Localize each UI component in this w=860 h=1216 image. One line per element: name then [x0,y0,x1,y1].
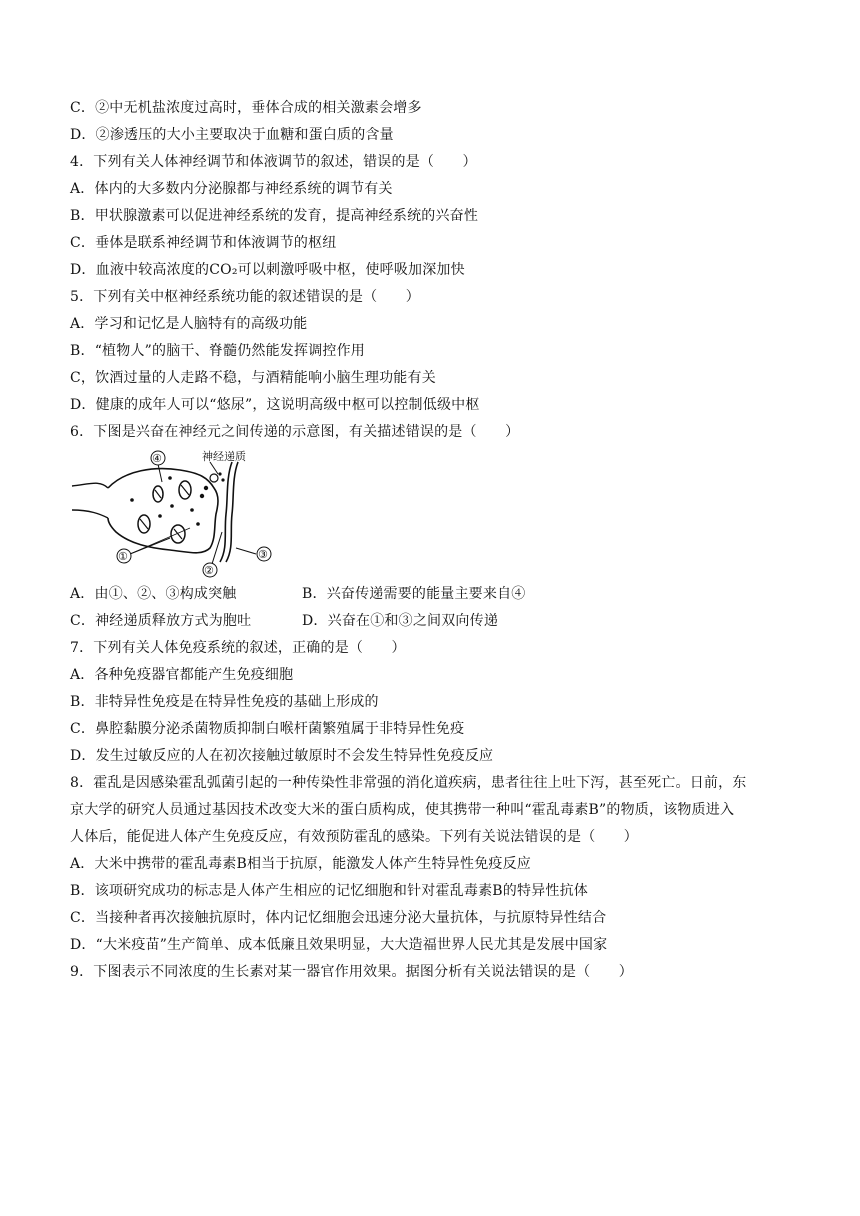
q8-option-a: A．大米中携带的霍乱毒素B相当于抗原，能激发人体产生特异性免疫反应 [70,856,531,872]
q6-stem: 6．下图是兴奋在神经元之间传递的示意图，有关描述错误的是（ ） [70,424,520,440]
figure-label-transmitter: 神经递质 [202,450,246,463]
q8-option-b: B．该项研究成功的标志是人体产生相应的记忆细胞和针对霍乱毒素B的特异性抗体 [70,883,588,899]
q7-option-b: B．非特异性免疫是在特异性免疫的基础上形成的 [70,694,379,710]
q5-option-b: B．“植物人”的脑干、脊髓仍然能发挥调控作用 [70,343,366,359]
q5-option-d: D．健康的成年人可以“悠尿”，这说明高级中枢可以控制低级中枢 [70,397,480,413]
q9-stem: 9．下图表示不同浓度的生长素对某一器官作用效果。据图分析有关说法错误的是（ ） [70,964,633,980]
q6-option-a: A．由①、②、③构成突触 [70,586,237,602]
q5-stem: 5．下列有关中枢神经系统功能的叙述错误的是（ ） [70,289,420,305]
q8-option-c: C．当接种者再次接触抗原时，体内记忆细胞会迅速分泌大量抗体，与抗原特异性结合 [70,910,607,926]
q3-option-d: D．②渗透压的大小主要取决于血糖和蛋白质的含量 [70,127,394,143]
q5-option-a: A．学习和记忆是人脑特有的高级功能 [70,316,308,332]
figure-label-2: ② [204,564,214,577]
q5-option-c: C，饮酒过量的人走路不稳，与酒精能响小脑生理功能有关 [70,370,436,386]
q8-stem-line2: 京大学的研究人员通过基因技术改变大米的蛋白质构成，使其携带一种叫“霍乱毒素B”的物质，该物质进入 [70,802,735,818]
q8-option-d: D．“大米疫苗”生产简单、成本低廉且效果明显，大大造福世界人民尤其是发展中国家 [70,937,608,953]
q4-stem: 4．下列有关人体神经调节和体液调节的叙述，错误的是（ ） [70,154,477,170]
q3-option-c: C．②中无机盐浓度过高时，垂体合成的相关激素会增多 [70,100,422,116]
q4-option-d: D．血液中较高浓度的CO₂可以刺激呼吸中枢，使呼吸加深加快 [70,262,465,278]
figure-label-4: ④ [152,452,162,465]
q7-option-a: A．各种免疫器官都能产生免疫细胞 [70,667,294,683]
q4-option-b: B．甲状腺激素可以促进神经系统的发育，提高神经系统的兴奋性 [70,208,479,224]
q6-option-d: D．兴奋在①和③之间双向传递 [302,613,499,629]
q7-option-c: C．鼻腔黏膜分泌杀菌物质抑制白喉杆菌繁殖属于非特异性免疫 [70,721,465,737]
q7-option-d: D．发生过敏反应的人在初次接触过敏原时不会发生特异性免疫反应 [70,748,494,764]
q4-option-c: C．垂体是联系神经调节和体液调节的枢纽 [70,235,337,251]
synapse-diagram [70,448,285,578]
q7-stem: 7．下列有关人体免疫系统的叙述，正确的是（ ） [70,640,406,656]
figure-label-1: ① [118,550,128,563]
q8-stem-line3: 人体后，能促进人体产生免疫反应，有效预防霍乱的感染。下列有关说法错误的是（ ） [70,829,638,845]
q6-option-b: B．兴奋传递需要的能量主要来自④ [302,586,526,602]
q8-stem-line1: 8．霍乱是因感染霍乱弧菌引起的一种传染性非常强的消化道疾病，患者往往上吐下泻，甚至死亡。日前，东 [70,775,747,791]
q6-option-c: C．神经递质释放方式为胞吐 [70,613,252,629]
q4-option-a: A．体内的大多数内分泌腺都与神经系统的调节有关 [70,181,393,197]
figure-label-3: ③ [258,548,268,561]
